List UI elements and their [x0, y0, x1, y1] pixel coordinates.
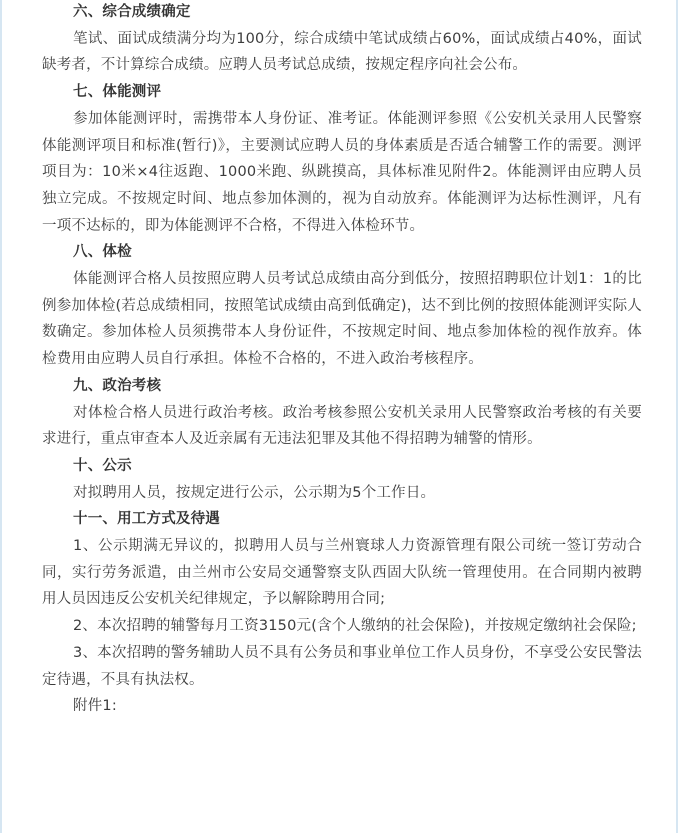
section-heading: 九、政治考核 [73, 377, 162, 394]
section-paragraph: 2、本次招聘的辅警每月工资3150元(含个人缴纳的社会保险)，并按规定缴纳社会保险; [73, 618, 637, 635]
attachment-label: 附件1: [73, 698, 117, 715]
section-paragraph: 笔试、面试成绩满分均为100分，综合成绩中笔试成绩占60%，面试成绩占40%，面试缺考者，不计算综合成绩。应聘人员考试总成绩，按规定程序向社会公布。 [42, 30, 642, 74]
section-paragraph: 参加体能测评时，需携带本人身份证、准考证。体能测评参照《公安机关录用人民警察体能测评项目和标准(暂行)》，主要测试应聘人员的身体素质是否适合辅警工作的需要。测评项目为：10米×4往返跑、1000米跑、纵跳摸高，具体标准见附件2。体能测评由应聘人员独立完成。不按规定时间、地点参加体测的，视为自动放弃。体能测评为达标性测评，凡有一项不达标的，即为体能测评不合格，不得进入体检环节。 [42, 110, 642, 234]
section-paragraph: 对体检合格人员进行政治考核。政治考核参照公安机关录用人民警察政治考核的有关要求进行，重点审查本人及近亲属有无违法犯罪及其他不得招聘为辅警的情形。 [42, 404, 642, 448]
section-heading: 八、体检 [73, 244, 132, 261]
section-paragraph: 体能测评合格人员按照应聘人员考试总成绩由高分到低分，按照招聘职位计划1：1的比例参加体检(若总成绩相同，按照笔试成绩由高到低确定)，达不到比例的按照体能测评实际人数确定。参加体检人员须携带本人身份证件，不按规定时间、地点参加体检的视作放弃。体检费用由应聘人员自行承担。体检不合格的，不进入政治考核程序。 [42, 271, 642, 368]
section-heading: 七、体能测评 [73, 84, 162, 101]
section-paragraph: 1、公示期满无异议的，拟聘用人员与兰州寰球人力资源管理有限公司统一签订劳动合同，实行劳务派遣，由兰州市公安局交通警察支队西固大队统一管理使用。在合同期内被聘用人员因违反公安机关纪律规定，予以解除聘用合同; [42, 538, 642, 608]
section-heading: 十一、用工方式及待遇 [73, 511, 220, 528]
section-heading: 十、公示 [73, 457, 132, 474]
section-paragraph: 对拟聘用人员，按规定进行公示，公示期为5个工作日。 [73, 484, 436, 501]
section-heading: 六、综合成绩确定 [73, 4, 191, 20]
section-paragraph: 3、本次招聘的警务辅助人员不具有公务员和事业单位工作人员身份，不享受公安民警法定待遇，不具有执法权。 [42, 644, 642, 688]
document-body [42, 0, 642, 720]
